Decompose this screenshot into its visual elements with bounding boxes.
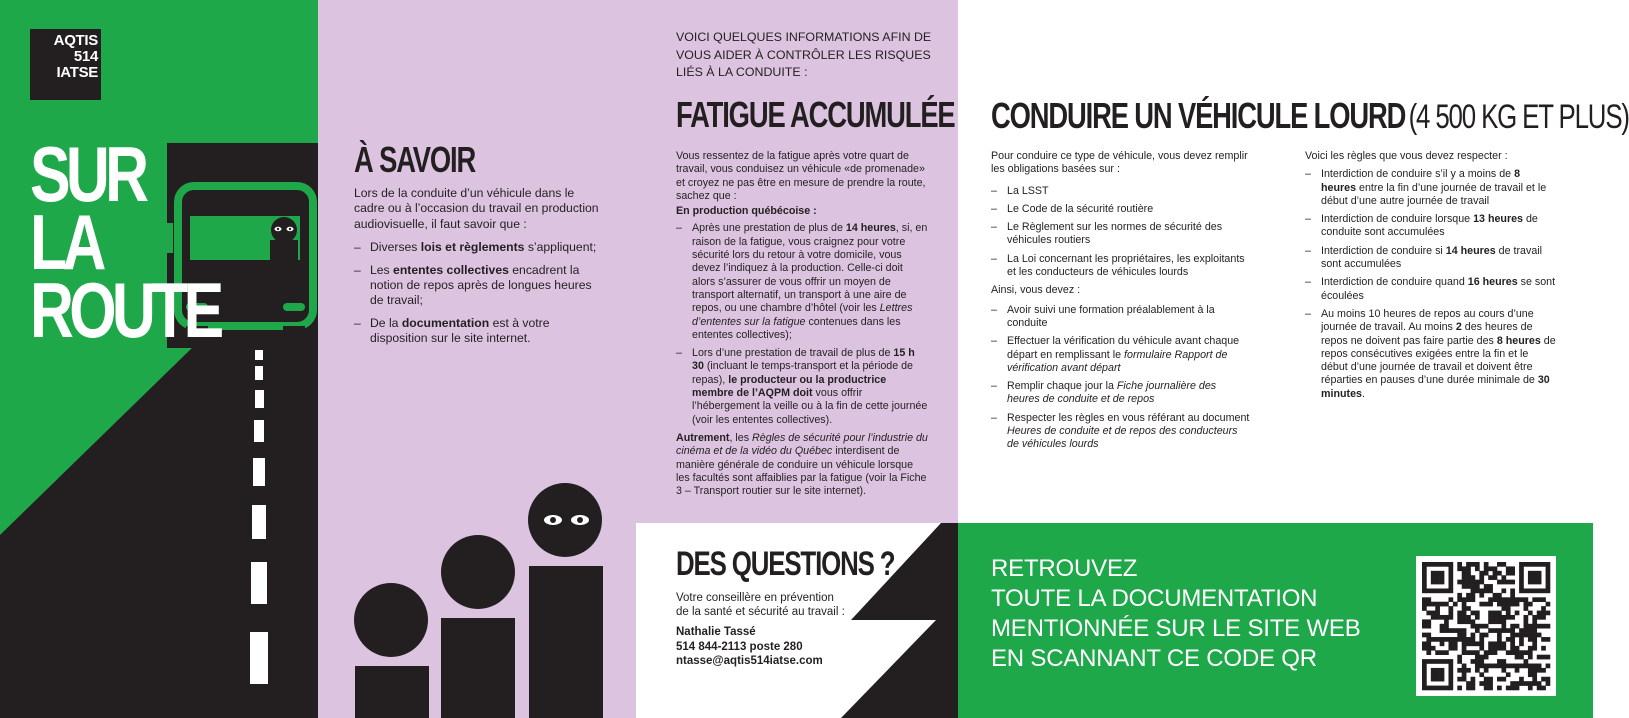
list-item: – Après une prestation de plus de 14 heures, si, en raison de la fatigue, vous craignez pour votre sécurité lors du retour à votre domicile, vous devez l’indiquez à la production. Celle-ci doit alors s’assurer de vous offrir un moyen de transport alternatif, un transport à une aire de repos, ou une chambre d’hôtel (voir les Lettres d’ententes sur la fatigue contenues dans les ententes collectives); <box>676 222 928 342</box>
fatigue-list <box>676 222 928 426</box>
list-item: – Respecter les règles en vous référant au document Heures de conduite et de repos des conducteurs de véhicules lourds <box>991 412 1251 452</box>
list-item: – Interdiction de conduire quand 16 heures se sont écoulées <box>1305 276 1557 303</box>
a-savoir-body <box>354 186 604 354</box>
cover-title <box>30 130 220 354</box>
lourd-right <box>1305 150 1557 406</box>
lourd-ainsi: Ainsi, vous devez : <box>991 284 1081 297</box>
retrouvez-line: TOUTE LA DOCUMENTATION <box>991 585 1318 612</box>
lourd-left-list <box>991 185 1251 280</box>
a-savoir-list <box>354 240 604 346</box>
retrouvez-line: MENTIONNÉE SUR LE SITE WEB <box>991 615 1361 642</box>
contact-phone[interactable]: 514 844-2113 poste 280 <box>676 640 803 653</box>
lourd-left <box>991 150 1251 457</box>
questions-body <box>676 591 846 668</box>
logo-line: 514 <box>73 48 98 65</box>
list-item: – Interdiction de conduire s’il y a moins de 8 heures entre la fin d’une journée de travail et le début d’une autre journée de travail <box>1305 168 1557 208</box>
cover-title-line: LA <box>30 198 102 286</box>
list-item: – Effectuer la vérification du véhicule avant chaque départ en remplissant le formulaire Rapport de vérification avant départ <box>991 335 1251 375</box>
qr-code-icon <box>1416 556 1556 696</box>
lourd-must-list <box>991 304 1251 452</box>
lourd-rules-list <box>1305 168 1557 401</box>
list-item: – De la documentation est à votre disposition sur le site internet. <box>354 316 604 347</box>
a-savoir-panel <box>318 0 640 718</box>
fatigue-subheading: En production québécoise : <box>676 205 817 218</box>
qr-code[interactable] <box>1416 556 1556 696</box>
retrouvez-line: RETROUVEZ <box>991 555 1138 582</box>
people-illustration <box>318 478 640 718</box>
questions-heading: DES QUESTIONS ? <box>676 545 895 583</box>
retrouvez-text <box>991 554 1361 674</box>
retrouvez-line: EN SCANNANT CE CODE QR <box>991 645 1317 672</box>
questions-box <box>636 523 958 718</box>
list-item: – Le Règlement sur les normes de sécurité des véhicules routiers <box>991 221 1251 248</box>
cover-title-line: ROUTE <box>30 266 220 354</box>
list-item: – Les ententes collectives encadrent la notion de repos après de longues heures de travail; <box>354 263 604 309</box>
list-item: – Au moins 10 heures de repos au cours d’une journée de travail. Au moins 2 des heures de repos ne doivent pas faire partie des 8 heures de repos consécutives exigées entre la fin et le début d’une journée de travail et doivent être réparties en pauses d’une durée minimale de 30 minutes. <box>1305 308 1557 401</box>
fatigue-heading: FATIGUE ACCUMULÉE <box>676 94 955 135</box>
list-item: – Remplir chaque jour la Fiche journalière des heures de conduite et de repos <box>991 380 1251 407</box>
cover-panel <box>0 0 318 718</box>
list-item: – Interdiction de conduire lorsque 13 heures de conduite sont accumulées <box>1305 213 1557 240</box>
list-item: – Diverses lois et règlements s’appliquent; <box>354 240 604 255</box>
list-item: – Le Code de la sécurité routière <box>991 203 1251 216</box>
lourd-right-intro: Voici les règles que vous devez respecter : <box>1305 150 1508 162</box>
fatigue-para: Autrement, les Règles de sécurité pour l’industrie du cinéma et de la vidéo du Québec interdisent de manière générale de conduire un véhicule lorsque les facultés sont affaiblies par la fatigue (voir la Fiche 3 – Transport routier sur le site internet). <box>676 431 928 498</box>
contact-name: Nathalie Tassé <box>676 626 756 639</box>
fatigue-para: Vous ressentez de la fatigue après votre quart de travail, vous conduisez un véhicule «de promenade» et croyez ne pas être en mesure de prendre la route, sachez que : <box>676 150 926 202</box>
lourd-heading: CONDUIRE UN VÉHICULE LOURD (4 500 KG ET PLUS) <box>991 95 1629 136</box>
a-savoir-heading: À SAVOIR <box>354 139 476 180</box>
a-savoir-intro: Lors de la conduite d’un véhicule dans le cadre ou à l’occasion du travail en production audiovisuelle, il faut savoir que : <box>354 186 599 231</box>
list-item: – La Loi concernant les propriétaires, les exploitants et les conducteurs de véhicules lourds <box>991 253 1251 280</box>
cover-title-line: SUR <box>30 130 145 218</box>
fatigue-body <box>676 150 928 504</box>
list-item: – Lors d’une prestation de travail de plus de 15 h 30 (incluant le temps-transport et la période de repas), le producteur ou la productrice membre de l’AQPM doit vous offrir l’hébergement la veille ou à la fin de cette journée (voir les ententes collectives). <box>676 347 928 427</box>
lourd-left-intro: Pour conduire ce type de véhicule, vous devez remplir les obligations basées sur : <box>991 150 1248 176</box>
logo-line: IATSE <box>56 64 98 81</box>
fatigue-intro: VOICI QUELQUES INFORMATIONS AFIN DE VOUS AIDER À CONTRÔLER LES RISQUES LIÉS À LA CONDUITE : <box>676 30 932 79</box>
contact-role: Votre conseillère en prévention de la santé et sécurité au travail : <box>676 592 845 619</box>
logo-line: AQTIS <box>53 32 98 49</box>
list-item: – Avoir suivi une formation préalablement à la conduite <box>991 304 1251 331</box>
list-item: – Interdiction de conduire si 14 heures de travail sont accumulées <box>1305 245 1557 272</box>
contact-email[interactable]: ntasse@aqtis514iatse.com <box>676 654 823 667</box>
aqtis-logo <box>30 29 101 100</box>
list-item: – La LSST <box>991 185 1251 198</box>
road-illustration <box>0 0 318 718</box>
